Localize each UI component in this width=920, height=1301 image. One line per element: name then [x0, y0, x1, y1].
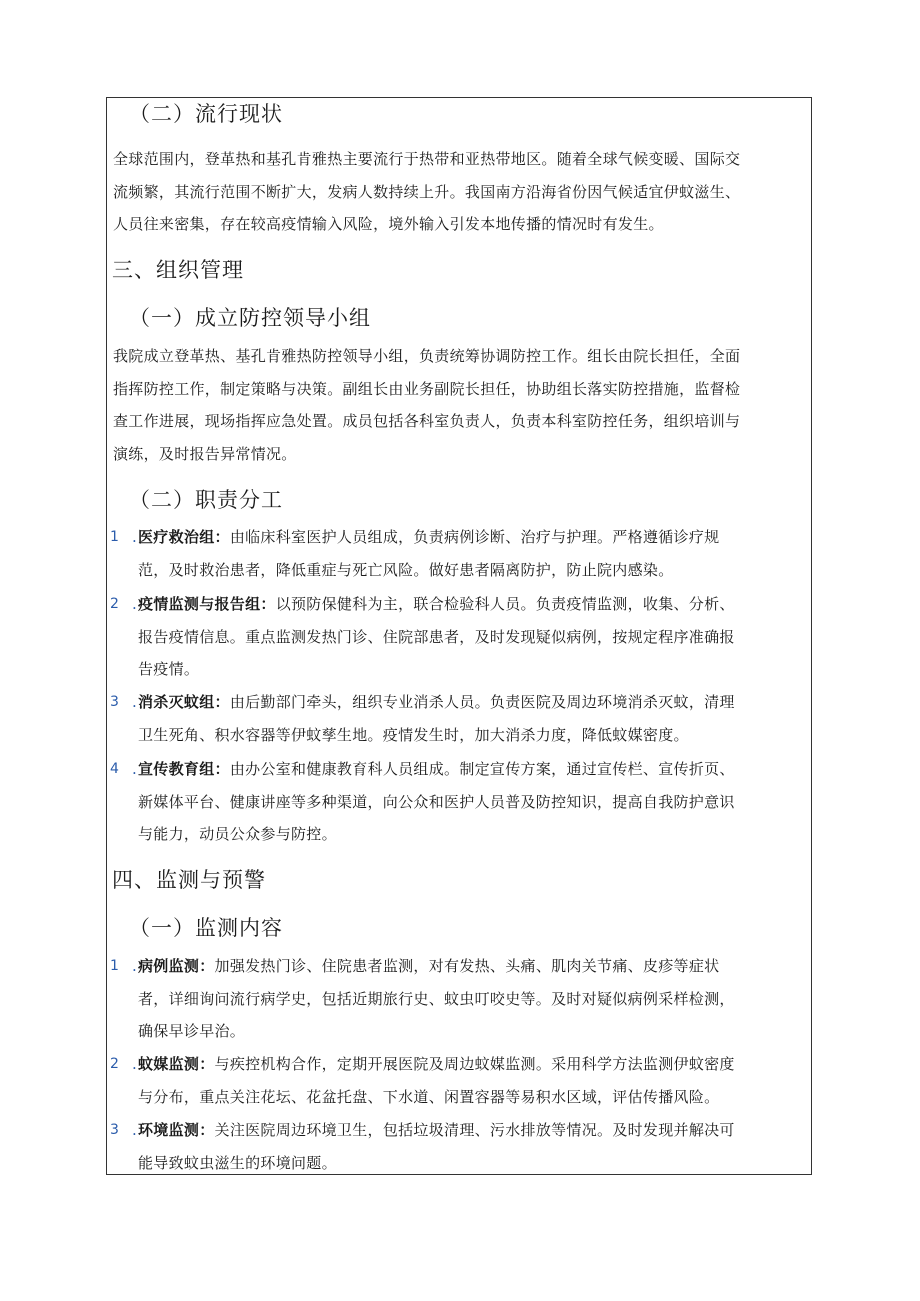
- item-text: 由办公室和健康教育科人员组成。制定宣传方案，通过宣传栏、宣传折页、: [229, 760, 735, 778]
- heading-leadership-group: （一）成立防控领导小组: [129, 306, 371, 330]
- item-label: 蚊媒监测：: [138, 1055, 215, 1073]
- item-label: 病例监测：: [138, 957, 215, 975]
- list-number: 3: [110, 694, 119, 710]
- heading-organization: 三、组织管理: [112, 258, 244, 282]
- list-item: [110, 1048, 810, 1113]
- item-text: 确保早诊早治。: [138, 1022, 246, 1040]
- item-text: 与疾控机构合作，定期开展医院及周边蚊媒监测。采用科学方法监测伊蚊密度: [214, 1055, 735, 1073]
- heading-monitoring: 四、监测与预警: [112, 868, 266, 892]
- list-dot: .: [132, 957, 137, 975]
- paragraph-prevalence: [113, 143, 809, 241]
- text-line: 人员往来密集，存在较高疫情输入风险，境外输入引发本地传播的情况时有发生。: [113, 215, 664, 233]
- item-text: 告疫情。: [138, 660, 200, 678]
- list-number: 4: [110, 761, 119, 777]
- heading-prevalence: （二）流行现状: [129, 102, 283, 126]
- item-label: 消杀灭蚊组：: [138, 693, 230, 711]
- list-dot: .: [132, 1121, 137, 1139]
- text-line: 指挥防控工作，制定策略与决策。副组长由业务副院长担任，协助组长落实防控措施，监督检: [113, 379, 741, 398]
- text-line: 全球范围内，登革热和基孔肯雅热主要流行于热带和亚热带地区。随着全球气候变暖、国际交: [113, 150, 741, 168]
- item-text: 关注医院周边环境卫生，包括垃圾清理、污水排放等情况。及时发现并解决可: [214, 1121, 735, 1139]
- item-text: 以预防保健科为主，联合检验科人员。负责疫情监测，收集、分析、: [275, 595, 735, 613]
- list-number: 3: [110, 1122, 119, 1138]
- item-text: 由后勤部门牵头，组织专业消杀人员。负责医院及周边环境消杀灭蚊，清理: [229, 693, 735, 711]
- list-number: 1: [110, 958, 119, 974]
- list-dot: .: [132, 1055, 137, 1073]
- heading-responsibilities: （二）职责分工: [129, 488, 283, 512]
- item-text: 者，详细询问流行病学史，包括近期旅行史、蚊虫叮咬史等。及时对疑似病例采样检测，: [138, 989, 735, 1008]
- item-text: 与能力，动员公众参与防控。: [138, 825, 337, 843]
- list-number: 1: [110, 529, 119, 545]
- list-item: [110, 521, 810, 586]
- item-label: 环境监测：: [138, 1121, 215, 1139]
- item-text: 新媒体平台、健康讲座等多种渠道，向公众和医护人员普及防控知识，提高自我防护意识: [138, 792, 735, 811]
- list-item: [110, 950, 810, 1048]
- item-text: 加强发热门诊、住院患者监测，对有发热、头痛、肌肉关节痛、皮疹等症状: [214, 957, 720, 975]
- item-text: 与分布，重点关注花坛、花盆托盘、下水道、闲置容器等易积水区域，评估传播风险。: [138, 1087, 720, 1106]
- list-item: [110, 686, 810, 751]
- item-label: 疫情监测与报告组：: [138, 595, 276, 613]
- list-dot: .: [132, 693, 137, 711]
- list-dot: .: [132, 528, 137, 546]
- item-text: 由临床科室医护人员组成，负责病例诊断、治疗与护理。严格遵循诊疗规: [229, 528, 720, 546]
- item-label: 医疗救治组：: [138, 528, 230, 546]
- item-text: 能导致蚊虫滋生的环境问题。: [138, 1153, 337, 1172]
- list-number: 2: [110, 596, 119, 612]
- item-text: 报告疫情信息。重点监测发热门诊、住院部患者，及时发现疑似病例，按规定程序准确报: [138, 627, 735, 646]
- item-text: 卫生死角、积水容器等伊蚊孳生地。疫情发生时，加大消杀力度，降低蚊媒密度。: [138, 725, 689, 744]
- text-line: 演练，及时报告异常情况。: [113, 444, 297, 463]
- text-line: 查工作进展，现场指挥应急处置。成员包括各科室负责人，负责本科室防控任务，组织培训与: [113, 412, 741, 430]
- text-line: 我院成立登革热、基孔肯雅热防控领导小组，负责统筹协调防控工作。组长由院长担任，全面: [113, 347, 741, 365]
- list-dot: .: [132, 760, 137, 778]
- list-item: [110, 753, 810, 851]
- item-label: 宣传教育组：: [138, 760, 230, 778]
- list-item: [110, 588, 810, 686]
- item-text: 范，及时救治患者，降低重症与死亡风险。做好患者隔离防护，防止院内感染。: [138, 560, 674, 579]
- list-item: [110, 1114, 810, 1179]
- text-line: 流频繁，其流行范围不断扩大，发病人数持续上升。我国南方沿海省份因气候适宜伊蚊滋生、: [113, 182, 741, 201]
- list-dot: .: [132, 595, 137, 613]
- list-number: 2: [110, 1056, 119, 1072]
- paragraph-leadership-group: [113, 340, 809, 470]
- heading-monitoring-content: （一）监测内容: [129, 916, 283, 940]
